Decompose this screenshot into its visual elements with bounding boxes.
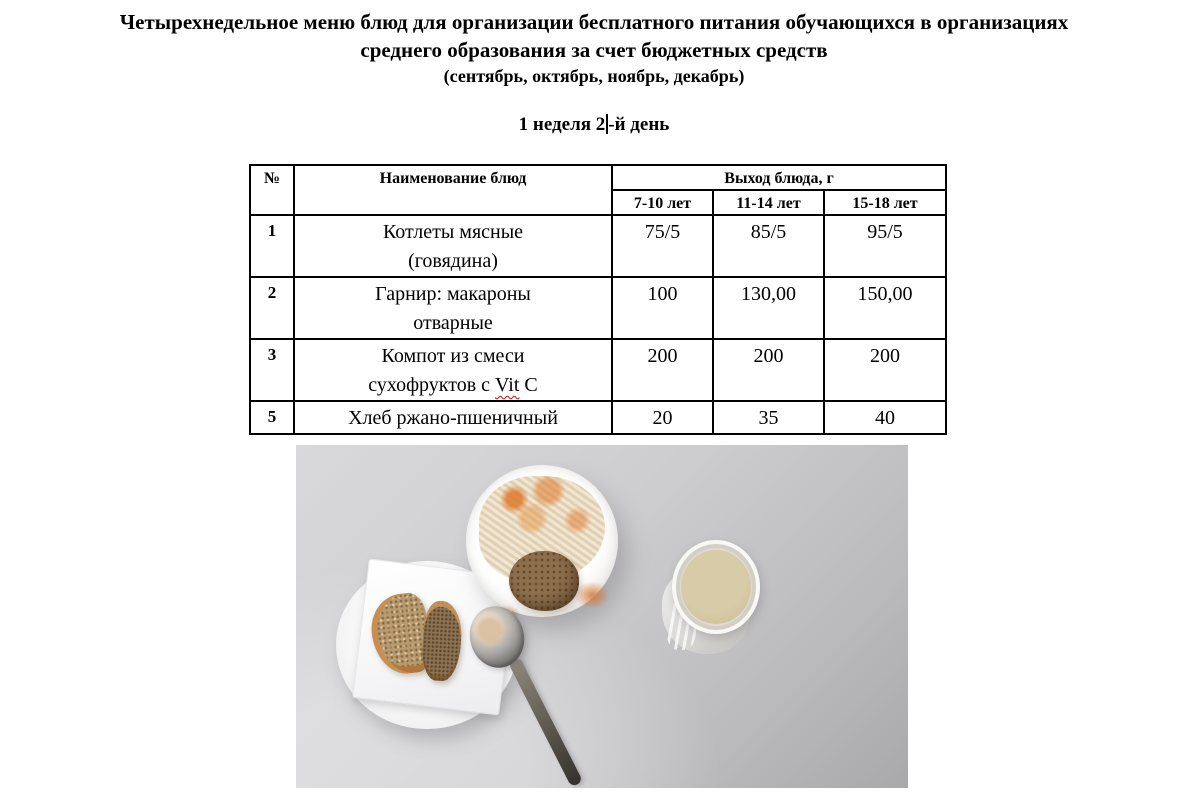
portion-7-10: 100 xyxy=(612,277,713,339)
portion-15-18: 95/5 xyxy=(824,215,946,277)
subtitle-text-before-caret: 1 неделя 2 xyxy=(518,114,606,135)
table-row xyxy=(250,215,946,277)
title-line-3: (сентябрь, октябрь, ноябрь, декабрь) xyxy=(443,66,745,86)
header-age-15-18: 15-18 лет xyxy=(824,190,946,215)
portion-7-10: 200 xyxy=(612,339,713,401)
title-line-2: среднего образования за счет бюджетных средств xyxy=(360,38,828,62)
table-row xyxy=(250,339,946,401)
portion-11-14: 200 xyxy=(713,339,824,401)
portion-15-18: 150,00 xyxy=(824,277,946,339)
meal-photo xyxy=(296,445,908,788)
document-title xyxy=(0,8,1188,89)
header-dish-name: Наименование блюд xyxy=(294,165,612,215)
header-output-group: Выход блюда, г xyxy=(612,165,946,190)
dish-name: Хлеб ржано-пшеничный xyxy=(294,401,612,434)
header-number: № xyxy=(250,165,294,215)
portion-11-14: 130,00 xyxy=(713,277,824,339)
portion-7-10: 20 xyxy=(612,401,713,434)
row-number: 1 xyxy=(250,215,294,277)
misspelled-word: Vit xyxy=(495,374,520,396)
meat-cutlet xyxy=(509,551,579,611)
row-number: 5 xyxy=(250,401,294,434)
row-number: 2 xyxy=(250,277,294,339)
dish-name: Компот из смеси сухофруктов с Vit C xyxy=(294,339,612,401)
portion-15-18: 40 xyxy=(824,401,946,434)
menu-table xyxy=(249,164,947,435)
portion-11-14: 85/5 xyxy=(713,215,824,277)
header-age-11-14: 11-14 лет xyxy=(713,190,824,215)
header-age-7-10: 7-10 лет xyxy=(612,190,713,215)
dish-name: Гарнир: макароны отварные xyxy=(294,277,612,339)
table-row xyxy=(250,277,946,339)
compote-drink xyxy=(681,550,751,624)
main-plate xyxy=(466,465,618,617)
row-number: 3 xyxy=(250,339,294,401)
portion-15-18: 200 xyxy=(824,339,946,401)
week-day-subtitle xyxy=(0,113,1188,137)
dish-name: Котлеты мясные (говядина) xyxy=(294,215,612,277)
subtitle-text-after-caret: -й день xyxy=(608,114,670,135)
title-line-1: Четырехнедельное меню блюд для организации бесплатного питания обучающихся в организациях xyxy=(119,10,1069,34)
compote-glass xyxy=(662,540,764,658)
portion-7-10: 75/5 xyxy=(612,215,713,277)
portion-11-14: 35 xyxy=(713,401,824,434)
table-row xyxy=(250,401,946,434)
glass-rim xyxy=(672,540,760,634)
sauce-spot xyxy=(574,581,610,609)
spoon-handle xyxy=(508,657,583,788)
